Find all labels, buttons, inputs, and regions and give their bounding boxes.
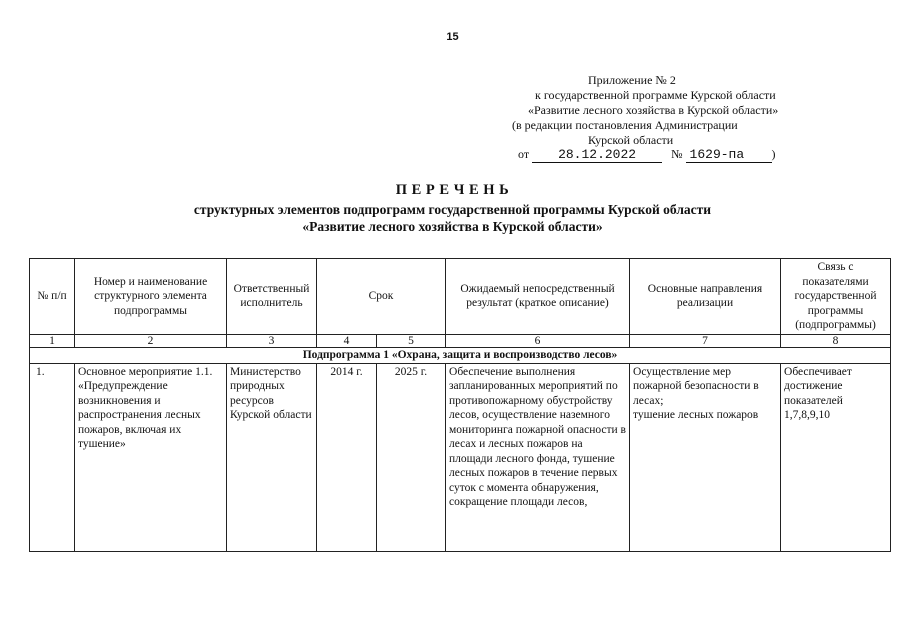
- row-directions: Осуществление мер пожарной безопасности в лесах; тушение лесных пожаров: [630, 363, 781, 551]
- document-title-line-1: структурных элементов подпрограмм государственной программы Курской области: [193, 202, 712, 217]
- column-number: 1: [30, 334, 75, 347]
- row-start-year: 2014 г.: [317, 363, 377, 551]
- header-term: Срок: [317, 259, 446, 335]
- column-number: 6: [446, 334, 630, 347]
- header-number: № п/п: [30, 259, 75, 335]
- column-number: 2: [75, 334, 227, 347]
- header-expected-result: Ожидаемый непосредственный результат (краткое описание): [446, 259, 630, 335]
- number-label: №: [671, 147, 683, 161]
- subprogram-title: Подпрограмма 1 «Охрана, защита и воспроизводство лесов»: [30, 347, 891, 363]
- annex-line-5: Курской области: [588, 133, 674, 147]
- column-number: 7: [630, 334, 781, 347]
- row-expected-result: Обеспечение выполнения запланированных мероприятий по противопожарному обустройству лесов, осуществление наземного мониторинга пожарной опасности в лесах и лесных пожаров на площади лесного фонда, тушение лесных пожаров в течение первых суток с момента обнаружения, сокращение площади лесов,: [446, 363, 630, 551]
- table-row: [30, 363, 891, 551]
- header-element-name: Номер и наименование структурного элемента подпрограммы: [75, 259, 227, 335]
- column-numbers-row: [30, 334, 891, 347]
- table-header-row: [30, 259, 891, 335]
- row-indicator-link: Обеспечивает достижение показателей 1,7,8,9,10: [781, 363, 891, 551]
- annex-line-1: Приложение № 2: [588, 73, 676, 87]
- row-number: 1.: [30, 363, 75, 551]
- page-number: 15: [446, 31, 459, 43]
- annex-line-3: «Развитие лесного хозяйства в Курской области»: [528, 103, 779, 117]
- row-end-year: 2025 г.: [377, 363, 446, 551]
- decree-date: 28.12.2022: [532, 147, 662, 163]
- closing-paren: ): [771, 147, 776, 161]
- column-number: 3: [227, 334, 317, 347]
- annex-date-line: [518, 147, 776, 163]
- row-executor: Министерство природных ресурсов Курской области: [227, 363, 317, 551]
- structural-elements-table: [29, 258, 891, 552]
- column-number: 8: [781, 334, 891, 347]
- document-title-line-2: «Развитие лесного хозяйства в Курской области»: [302, 219, 603, 234]
- document-heading: П Е Р Е Ч Е Н Ь: [395, 182, 510, 198]
- column-number: 4: [317, 334, 377, 347]
- column-number: 5: [377, 334, 446, 347]
- annex-line-4: (в редакции постановления Администрации: [512, 118, 738, 132]
- header-executor: Ответственный исполнитель: [227, 259, 317, 335]
- header-indicator-link: Связь с показателями государственной программы (подпрограммы): [781, 259, 891, 335]
- annex-line-2: к государственной программе Курской области: [535, 88, 776, 102]
- row-element-name: Основное мероприятие 1.1. «Предупреждение возникновения и распространения лесных пожаров, включая их тушение»: [75, 363, 227, 551]
- decree-number: 1629-па: [686, 147, 772, 163]
- header-directions: Основные направления реализации: [630, 259, 781, 335]
- from-label: от: [518, 147, 530, 161]
- subprogram-row: [30, 347, 891, 363]
